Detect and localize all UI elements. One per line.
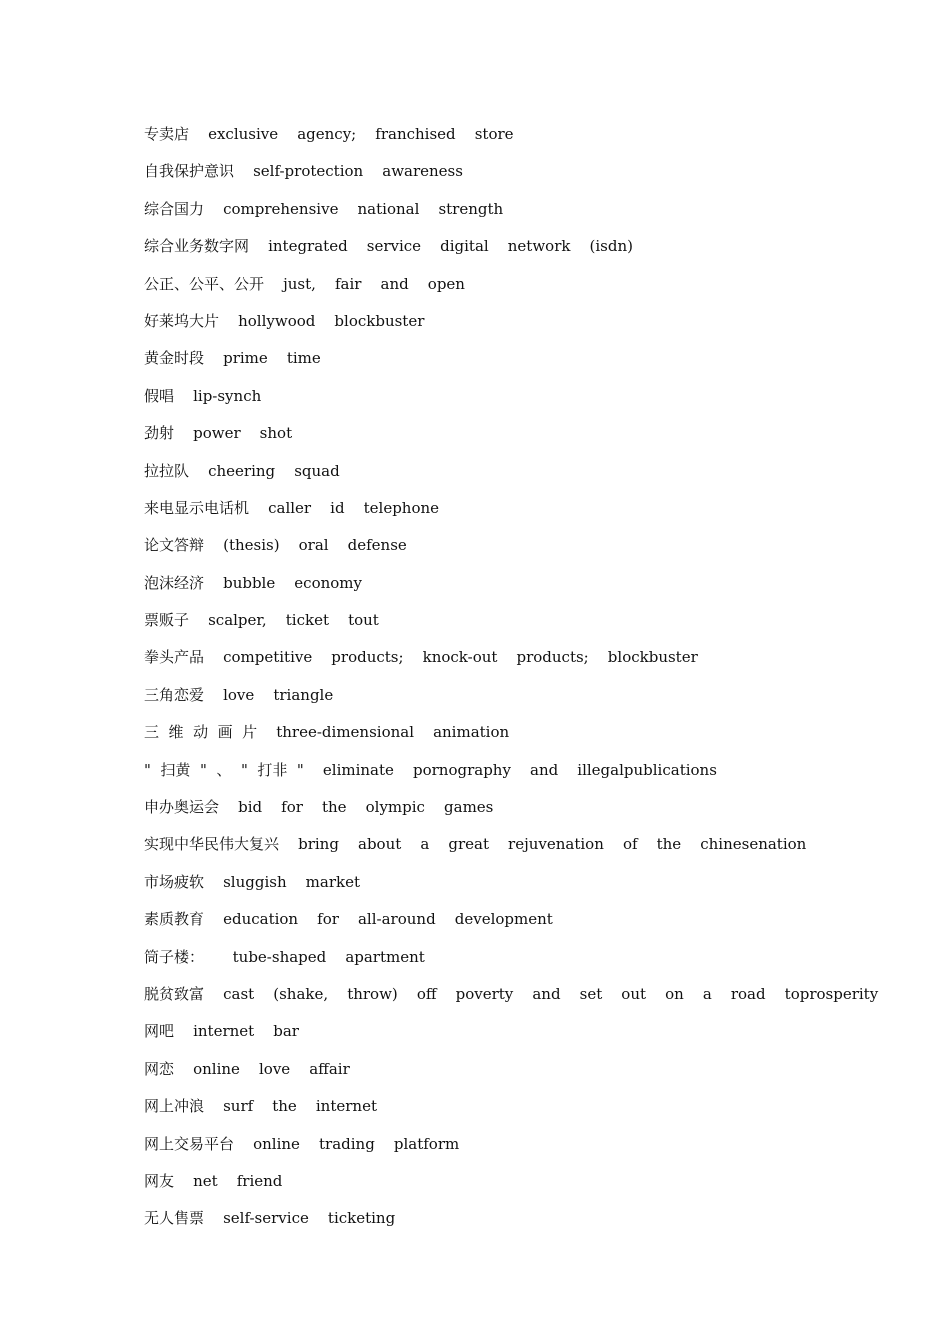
chinese-term: 申办奥运会	[144, 798, 220, 817]
chinese-term: 素质教育	[144, 910, 205, 929]
english-translation: comprehensive national strength	[223, 199, 504, 218]
term-separator	[174, 387, 193, 405]
english-translation: self-protection awareness	[253, 162, 463, 181]
english-translation: bring about a great rejuvenation of the chinesenation	[298, 835, 807, 854]
term-separator	[264, 275, 283, 293]
english-translation: love triangle	[223, 685, 334, 704]
english-translation: tube-shaped apartment	[223, 947, 425, 966]
english-translation: online love affair	[193, 1059, 350, 1078]
chinese-term: 拳头产品	[144, 648, 205, 667]
term-separator	[234, 1135, 253, 1153]
english-translation: three-dimensional animation	[276, 723, 510, 742]
glossary-entry	[144, 527, 844, 564]
glossary-entry	[144, 490, 844, 527]
english-translation: education for all-around development	[223, 910, 553, 929]
english-translation: just, fair and open	[283, 274, 465, 293]
glossary-entry	[144, 1163, 844, 1200]
english-translation: hollywood blockbuster	[238, 311, 425, 330]
glossary-entry	[144, 340, 844, 377]
term-separator	[204, 349, 223, 367]
chinese-term: 公正、公平、公开	[144, 274, 265, 293]
glossary-entry	[144, 602, 844, 639]
chinese-term: 综合业务数字网	[144, 237, 250, 256]
english-translation: eliminate pornography and illegalpublications	[322, 760, 717, 779]
glossary-entry	[144, 639, 844, 676]
glossary-entry	[144, 415, 844, 452]
chinese-term: 市场疲软	[144, 872, 205, 891]
english-translation: integrated service digital network (isdn)	[268, 237, 633, 256]
glossary-entry	[144, 1013, 844, 1050]
chinese-term: 拉拉队	[144, 461, 190, 480]
english-translation: internet bar	[193, 1022, 299, 1041]
english-translation: (thesis) oral defense	[223, 536, 407, 555]
glossary-entry	[144, 116, 844, 153]
term-separator	[204, 574, 223, 592]
glossary-entry	[144, 826, 844, 863]
term-separator	[174, 424, 193, 442]
glossary-entry	[144, 303, 844, 340]
chinese-term: 网恋	[144, 1059, 175, 1078]
english-translation: online trading platform	[253, 1134, 460, 1153]
english-translation: prime time	[223, 349, 321, 368]
term-separator	[219, 798, 238, 816]
term-separator	[204, 648, 223, 666]
glossary-entry	[144, 752, 844, 789]
chinese-term: 泡沫经济	[144, 573, 205, 592]
chinese-term: 自我保护意识	[144, 162, 235, 181]
english-translation: net friend	[193, 1171, 283, 1190]
term-separator	[204, 536, 223, 554]
term-separator	[174, 1060, 193, 1078]
english-translation: sluggish market	[223, 872, 361, 891]
english-translation: self-service ticketing	[223, 1209, 396, 1228]
glossary-entry	[144, 191, 844, 228]
english-translation: bubble economy	[223, 573, 363, 592]
glossary-entry	[144, 453, 844, 490]
english-translation: lip-synch	[193, 386, 262, 405]
glossary-entry	[144, 378, 844, 415]
glossary-list	[144, 116, 879, 1238]
english-translation: exclusive agency; franchised store	[208, 125, 514, 143]
glossary-entry	[144, 153, 844, 190]
term-separator	[204, 910, 223, 928]
term-separator	[204, 873, 223, 891]
glossary-entry	[144, 1200, 844, 1237]
chinese-term: 筒子楼：	[144, 947, 205, 966]
chinese-term: 实现中华民伟大复兴	[144, 835, 280, 854]
term-separator	[174, 1022, 193, 1040]
term-separator	[249, 237, 268, 255]
term-separator	[234, 162, 253, 180]
chinese-term: 三角恋爱	[144, 685, 205, 704]
chinese-term: 网上冲浪	[144, 1097, 205, 1116]
chinese-term: 三 维 动 画 片	[144, 723, 258, 742]
term-separator	[204, 985, 223, 1003]
english-translation: competitive products; knock-out products; blockbuster	[223, 648, 698, 667]
term-separator	[279, 835, 298, 853]
chinese-term: 综合国力	[144, 199, 205, 218]
term-separator	[204, 1097, 223, 1115]
english-translation: surf the internet	[223, 1097, 377, 1116]
glossary-entry	[144, 677, 844, 714]
chinese-term: 脱贫致富	[144, 984, 205, 1003]
glossary-entry	[144, 714, 844, 751]
chinese-term: 网吧	[144, 1022, 175, 1041]
english-translation: power shot	[193, 424, 293, 443]
chinese-term: 专卖店	[144, 125, 190, 143]
term-separator	[204, 948, 223, 966]
term-separator	[204, 1209, 223, 1227]
english-translation: cast (shake, throw) off poverty and set out on a road toprosperity	[223, 984, 879, 1003]
chinese-term: 无人售票	[144, 1209, 205, 1228]
chinese-term: 网上交易平台	[144, 1134, 235, 1153]
term-separator	[249, 499, 268, 517]
chinese-term: 网友	[144, 1171, 175, 1190]
chinese-term: 论文答辩	[144, 536, 205, 555]
term-separator	[304, 761, 323, 779]
chinese-term: " 扫黄 " 、 " 打非 "	[144, 760, 304, 779]
term-separator	[204, 200, 223, 218]
term-separator	[257, 723, 276, 741]
term-separator	[174, 1172, 193, 1190]
glossary-entry	[144, 228, 844, 265]
term-separator	[189, 611, 208, 629]
glossary-entry	[144, 1088, 844, 1125]
term-separator	[204, 686, 223, 704]
english-translation: cheering squad	[208, 461, 340, 480]
term-separator	[189, 125, 208, 143]
glossary-entry	[144, 1051, 844, 1088]
chinese-term: 好莱坞大片	[144, 311, 220, 330]
glossary-entry	[144, 1126, 844, 1163]
glossary-entry	[144, 901, 844, 938]
term-separator	[189, 462, 208, 480]
glossary-entry	[144, 939, 844, 976]
english-translation: bid for the olympic games	[238, 798, 494, 817]
glossary-entry	[144, 976, 879, 1013]
glossary-entry	[144, 565, 844, 602]
english-translation: scalper, ticket tout	[208, 611, 379, 630]
glossary-entry	[144, 864, 844, 901]
term-separator	[219, 312, 238, 330]
chinese-term: 假唱	[144, 386, 175, 405]
chinese-term: 票贩子	[144, 611, 190, 630]
chinese-term: 劲射	[144, 424, 175, 443]
glossary-entry	[144, 266, 844, 303]
glossary-entry	[144, 789, 844, 826]
chinese-term: 来电显示电话机	[144, 498, 250, 517]
chinese-term: 黄金时段	[144, 349, 205, 368]
english-translation: caller id telephone	[268, 498, 440, 517]
